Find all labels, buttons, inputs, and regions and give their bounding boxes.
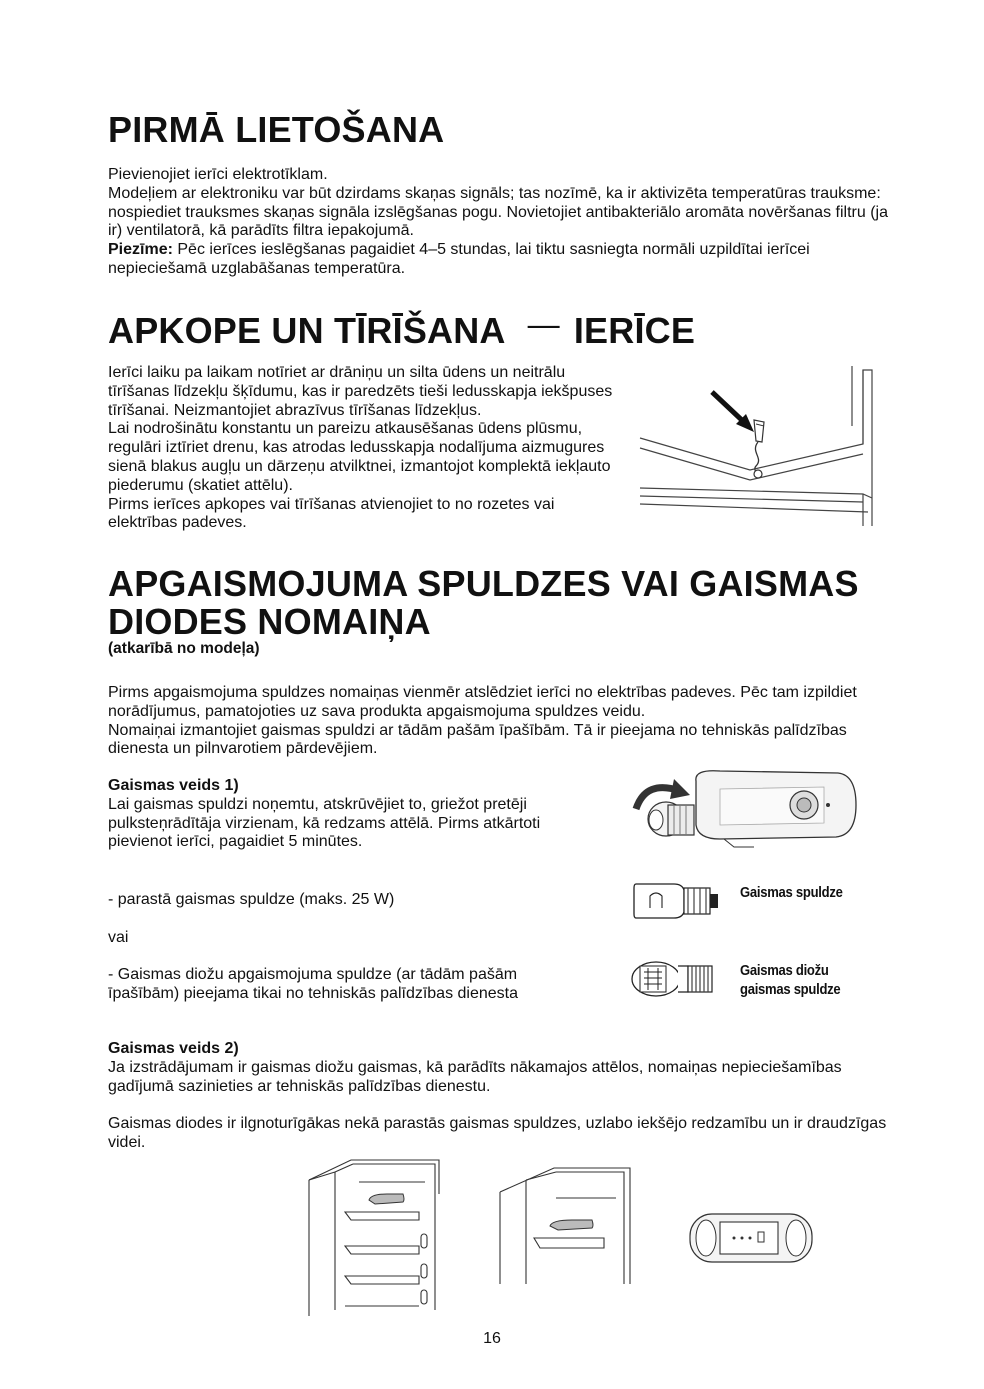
drain-tool-icon (754, 420, 764, 478)
bulb-standard-text: - parastā gaismas spuldze (maks. 25 W) (108, 891, 395, 908)
light-type1-heading: Gaismas veids 1) (108, 777, 239, 794)
bulb-unscrew-icon (648, 802, 694, 836)
first-use-text (108, 166, 888, 279)
maintenance-paragraph-1: Ierīci laiku pa laikam notīriet ar drāniņu un silta ūdens un neitrālu tīrīšanas līdzekļu šķīdumu, kas ir paredzēts tieši ledusskapja iekšpuses tīrīšanai. Neizmantojiet abrazīvus tīrīšanas līdzekļus. (108, 364, 613, 419)
maintenance-paragraph-3: Pirms ierīces apkopes vai tīrīšanas atvienojiet to no rozetes vai elektrības padeves. (108, 495, 555, 532)
first-use-paragraph-1: Pievienojiet ierīci elektrotīklam. (108, 166, 328, 183)
page-number: 16 (483, 1330, 501, 1347)
fridge-led-illustration-1 (305, 1160, 441, 1318)
label-led-line2: gaismas spuldze (740, 982, 841, 998)
led-strip-icon (369, 1194, 404, 1204)
note-text: Pēc ierīces ieslēgšanas pagaidiet 4–5 stundas, lai tiktu sasniegta normāli uzpildītai ierīcei nepieciešamā uzglabāšanas temperatūra. (108, 241, 810, 277)
section-title-light-replacement (108, 565, 859, 641)
first-use-note (108, 241, 888, 279)
light-type1-text: Lai gaismas spuldzi noņemtu, atskrūvējiet to, griežot pretēji pulksteņrādītāja virzienam, kā redzams attēlā. Pirms atkārtoti pievienot ierīci, pagaidiet 5 minūtes. (108, 795, 541, 851)
light-title-line1: APGAISMOJUMA SPULDZES VAI GAISMAS (108, 563, 859, 604)
light-type2-text2: Gaismas diodes ir ilgnoturīgākas nekā parastās gaismas spuldzes, uzlabo iekšējo redzamību un ir draudzīgas videi. (108, 1115, 887, 1151)
led-strip-icon-2 (550, 1220, 593, 1230)
maintenance-title-part2: IERĪCE (573, 310, 696, 351)
maintenance-text (108, 364, 628, 533)
note-label: Piezīme: (108, 241, 173, 259)
light-type2-heading: Gaismas veids 2) (108, 1040, 239, 1057)
light-intro-2: Nomaiņai izmantojiet gaismas spuldzi ar tādām pašām īpašībām. Tā ir pieejama no tehniskās palīdzības dienesta un pilnvarotiem pārdevējiem. (108, 721, 847, 758)
label-led (740, 962, 840, 1000)
fridge-led-illustration-2 (496, 1168, 632, 1286)
arrow-icon (712, 392, 754, 432)
light-intro (108, 684, 888, 759)
light-housing-illustration (624, 765, 860, 849)
led-module-illustration (688, 1212, 814, 1264)
label-led-line1: Gaismas diožu (740, 963, 829, 979)
light-intro-1: Pirms apgaismojuma spuldzes nomaiņas vienmēr atslēdziet ierīci no elektrības padeves. Pēc tam izpildiet norādījumus, pamatojoties uz sava produkta apgaismojuma spuldzes veidu. (108, 684, 857, 720)
light-type2 (108, 1040, 888, 1153)
light-subtitle: (atkarībā no modeļa) (108, 640, 260, 657)
or-text: vai (108, 929, 129, 946)
light-type2-text: Ja izstrādājumam ir gaismas diožu gaismas, kā parādīts nākamajos attēlos, nomaiņas nepieciešamības gadījumā sazinieties ar tehniskās palīdzības dienestu. (108, 1058, 842, 1095)
label-bulb: Gaismas spuldze (740, 885, 843, 901)
section-title-maintenance (108, 306, 696, 351)
light-type1 (108, 777, 596, 852)
drain-cleaning-illustration (638, 366, 878, 532)
bulb-led-text: - Gaismas diožu apgaismojuma spuldze (ar tādām pašām īpašībām) pieejama tikai no tehniskās palīdzības dienesta (108, 966, 519, 1002)
maintenance-title-part1: APKOPE UN TĪRĪŠANA (108, 310, 506, 351)
first-use-paragraph-2: Modeļiem ar elektroniku var būt dzirdams skaņas signāls; tas nozīmē, ka ir aktivizēta temperatūras trauksme: nospiediet trauksmes skaņas signāla izslēgšanas pogu. Novietojiet antibakteriālo aromāta novēršanas filtru (ja ir) ventilatorā, kā parādīts filtra iepakojumā. (108, 184, 888, 240)
led-bulb-icon (630, 958, 720, 1000)
maintenance-paragraph-2: Lai nodrošinātu konstantu un pareizu atkausēšanas ūdens plūsmu, regulāri iztīriet drenu, kas atrodas ledusskapja nodalījuma aizmugures sienā blakus augļu un dārzeņu atvilktnei, izmantojot komplektā iekļauto piederumu (skatiet attēlu). (108, 420, 611, 494)
section-title-first-use: PIRMĀ LIETOŠANA (108, 109, 445, 150)
maintenance-title-dash: — (527, 306, 560, 342)
light-title-line2: DIODES NOMAIŅA (108, 601, 431, 642)
standard-bulb-icon (632, 880, 722, 922)
